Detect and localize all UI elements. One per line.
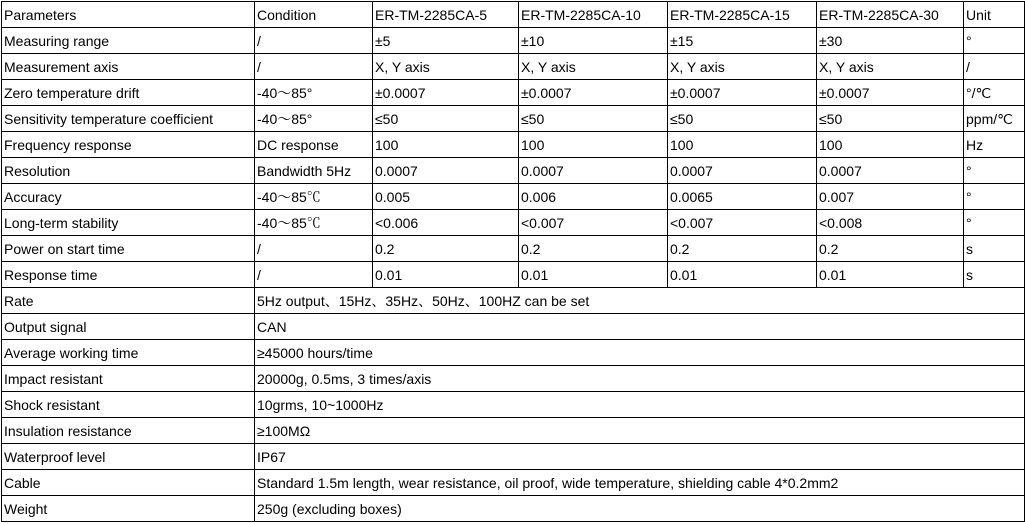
cell-model-15: X, Y axis: [668, 54, 817, 80]
cell-parameter: Rate: [2, 288, 255, 314]
table-row: [2, 236, 1025, 262]
cell-unit: s: [964, 236, 1025, 262]
cell-model-15: ±0.0007: [668, 80, 817, 106]
cell-parameter: Zero temperature drift: [2, 80, 255, 106]
cell-model-15: 0.0065: [668, 184, 817, 210]
cell-model-15: <0.007: [668, 210, 817, 236]
cell-parameter: Output signal: [2, 314, 255, 340]
cell-model-10: 0.01: [519, 262, 668, 288]
spec-table-body: [2, 2, 1025, 522]
table-row: [2, 210, 1025, 236]
table-row-merged: [2, 418, 1025, 444]
header-model-10: ER-TM-2285CA-10: [519, 2, 668, 28]
cell-unit: °: [964, 210, 1025, 236]
cell-model-15: 100: [668, 132, 817, 158]
cell-value: 10grms, 10~1000Hz: [255, 392, 1025, 418]
cell-model-30: ±30: [817, 28, 964, 54]
table-row-merged: [2, 392, 1025, 418]
cell-model-30: X, Y axis: [817, 54, 964, 80]
cell-model-10: ±10: [519, 28, 668, 54]
table-row: [2, 262, 1025, 288]
cell-parameter: Sensitivity temperature coefficient: [2, 106, 255, 132]
table-row: [2, 132, 1025, 158]
cell-parameter: Long-term stability: [2, 210, 255, 236]
cell-model-30: ±0.0007: [817, 80, 964, 106]
table-row-merged: [2, 366, 1025, 392]
table-row-merged: [2, 340, 1025, 366]
cell-model-30: 0.0007: [817, 158, 964, 184]
cell-unit: °/℃: [964, 80, 1025, 106]
header-condition: Condition: [255, 2, 373, 28]
header-row: [2, 2, 1025, 28]
cell-model-5: <0.006: [373, 210, 519, 236]
table-row-merged: [2, 288, 1025, 314]
cell-value: ≥45000 hours/time: [255, 340, 1025, 366]
cell-condition: -40～85℃: [255, 210, 373, 236]
cell-condition: /: [255, 28, 373, 54]
cell-condition: Bandwidth 5Hz: [255, 158, 373, 184]
cell-parameter: Measurement axis: [2, 54, 255, 80]
cell-model-5: 0.005: [373, 184, 519, 210]
header-model-30: ER-TM-2285CA-30: [817, 2, 964, 28]
cell-unit: °: [964, 28, 1025, 54]
cell-model-5: ±5: [373, 28, 519, 54]
cell-value: IP67: [255, 444, 1025, 470]
cell-model-5: X, Y axis: [373, 54, 519, 80]
table-row-merged: [2, 470, 1025, 496]
table-row-merged: [2, 444, 1025, 470]
table-row: [2, 158, 1025, 184]
cell-unit: Hz: [964, 132, 1025, 158]
cell-model-15: ±15: [668, 28, 817, 54]
cell-model-30: 0.007: [817, 184, 964, 210]
table-row: [2, 106, 1025, 132]
cell-condition: /: [255, 54, 373, 80]
cell-value: CAN: [255, 314, 1025, 340]
cell-model-5: 100: [373, 132, 519, 158]
cell-model-10: 0.0007: [519, 158, 668, 184]
cell-unit: s: [964, 262, 1025, 288]
header-unit: Unit: [964, 2, 1025, 28]
cell-unit: ppm/℃: [964, 106, 1025, 132]
cell-model-30: <0.008: [817, 210, 964, 236]
cell-model-10: X, Y axis: [519, 54, 668, 80]
header-parameters: Parameters: [2, 2, 255, 28]
cell-condition: -40～85°: [255, 80, 373, 106]
cell-unit: °: [964, 184, 1025, 210]
cell-value: 20000g, 0.5ms, 3 times/axis: [255, 366, 1025, 392]
table-row: [2, 184, 1025, 210]
cell-model-30: ≤50: [817, 106, 964, 132]
cell-condition: /: [255, 262, 373, 288]
cell-condition: DC response: [255, 132, 373, 158]
cell-model-30: 0.01: [817, 262, 964, 288]
cell-condition: -40～85°: [255, 106, 373, 132]
cell-model-5: 0.2: [373, 236, 519, 262]
cell-parameter: Measuring range: [2, 28, 255, 54]
cell-parameter: Frequency response: [2, 132, 255, 158]
spec-table: [1, 1, 1025, 522]
cell-parameter: Power on start time: [2, 236, 255, 262]
cell-model-15: 0.01: [668, 262, 817, 288]
cell-value: 5Hz output、15Hz、35Hz、50Hz、100HZ can be set: [255, 288, 1025, 314]
cell-model-10: <0.007: [519, 210, 668, 236]
cell-model-5: ≤50: [373, 106, 519, 132]
cell-model-5: 0.01: [373, 262, 519, 288]
cell-value: Standard 1.5m length, wear resistance, oil proof, wide temperature, shielding cable 4*0.2mm2: [255, 470, 1025, 496]
cell-parameter: Shock resistant: [2, 392, 255, 418]
cell-model-30: 100: [817, 132, 964, 158]
cell-parameter: Response time: [2, 262, 255, 288]
table-row-merged: [2, 496, 1025, 522]
cell-parameter: Cable: [2, 470, 255, 496]
table-row: [2, 28, 1025, 54]
table-row: [2, 54, 1025, 80]
cell-unit: /: [964, 54, 1025, 80]
cell-model-5: ±0.0007: [373, 80, 519, 106]
cell-condition: /: [255, 236, 373, 262]
header-model-5: ER-TM-2285CA-5: [373, 2, 519, 28]
table-row-merged: [2, 314, 1025, 340]
cell-parameter: Insulation resistance: [2, 418, 255, 444]
cell-parameter: Weight: [2, 496, 255, 522]
cell-model-10: 0.006: [519, 184, 668, 210]
cell-parameter: Resolution: [2, 158, 255, 184]
table-row: [2, 80, 1025, 106]
cell-model-15: ≤50: [668, 106, 817, 132]
cell-model-10: 100: [519, 132, 668, 158]
cell-parameter: Average working time: [2, 340, 255, 366]
header-model-15: ER-TM-2285CA-15: [668, 2, 817, 28]
cell-condition: -40～85℃: [255, 184, 373, 210]
cell-model-15: 0.0007: [668, 158, 817, 184]
cell-value: ≥100MΩ: [255, 418, 1025, 444]
cell-parameter: Accuracy: [2, 184, 255, 210]
cell-parameter: Waterproof level: [2, 444, 255, 470]
cell-model-5: 0.0007: [373, 158, 519, 184]
cell-model-10: 0.2: [519, 236, 668, 262]
cell-value: 250g (excluding boxes): [255, 496, 1025, 522]
cell-model-10: ≤50: [519, 106, 668, 132]
cell-unit: °: [964, 158, 1025, 184]
cell-model-10: ±0.0007: [519, 80, 668, 106]
cell-model-30: 0.2: [817, 236, 964, 262]
cell-model-15: 0.2: [668, 236, 817, 262]
cell-parameter: Impact resistant: [2, 366, 255, 392]
